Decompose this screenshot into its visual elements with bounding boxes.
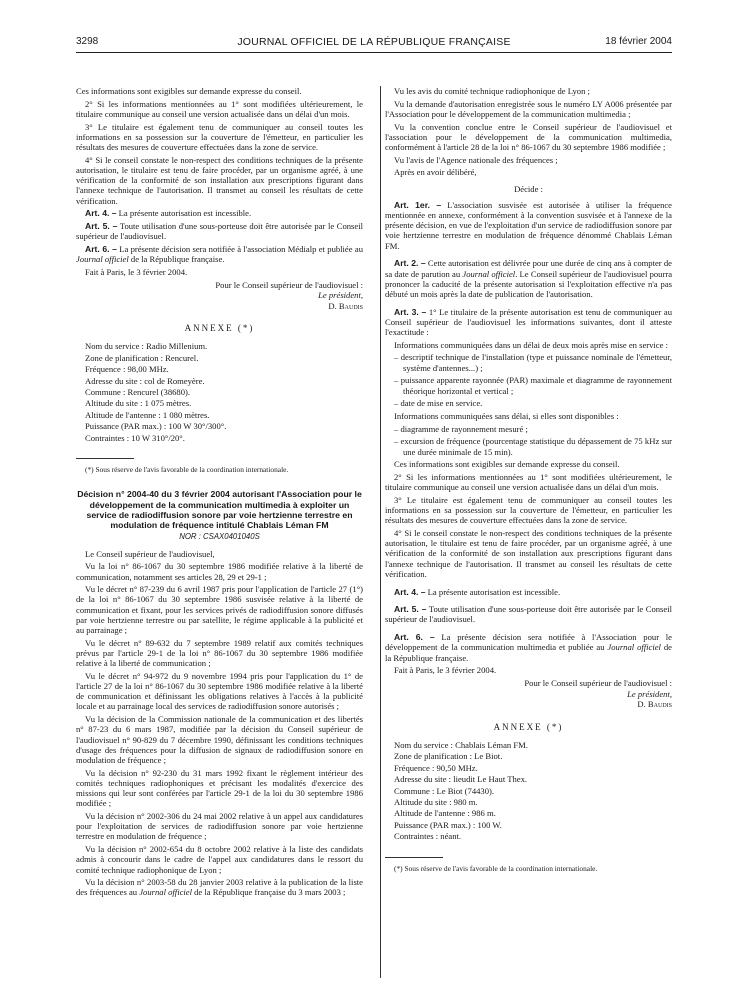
annexe-item: Commune : Le Biot (74430). <box>394 785 495 796</box>
visa: Vu la convention conclue entre le Conseil supérieur de l'audiovisuel et l'association pour le développement de la communication multimedia, conformément à l'article 28 de la loi n° 86-1067 du 30 septembre 1986 modifiée ; <box>385 121 672 153</box>
right-column <box>385 86 672 981</box>
article-1 <box>385 200 672 251</box>
visa: Après en avoir délibéré, <box>394 167 477 178</box>
header-rule <box>76 52 672 53</box>
signature-for: Pour le Conseil supérieur de l'audiovisuel : <box>524 678 672 689</box>
article-text: La présente décision sera notifiée à l'Association pour le développement de la communication multimedia et publiée au <box>385 632 672 653</box>
article-label: Art. 6. – <box>85 243 117 254</box>
annexe-list <box>394 740 672 843</box>
footnote: (*) Sous réserve de l'avis favorable de la coordination internationale. <box>394 863 598 873</box>
annexe-item: Altitude du site : 980 m. <box>394 796 478 807</box>
visa <box>76 877 363 897</box>
annexe-item: Nom du service : Chablais Léman FM. <box>394 739 528 750</box>
paragraph: Ces informations sont exigibles sur demande expresse du conseil. <box>76 86 302 96</box>
visa: Vu les avis du comité technique radiophonique de Lyon ; <box>394 86 590 96</box>
article-text: de la République française. <box>128 254 225 265</box>
signature-for: Pour le Conseil supérieur de l'audiovisuel : <box>215 279 363 290</box>
paragraph: Informations communiquées dans un délai de deux mois après mise en service : <box>394 339 668 350</box>
article-text: de la République française. <box>385 642 672 663</box>
article-text: . Le Conseil supérieur de l'audiovisuel pourra prononcer la caducité de la présente autorisation si l'exploitation effective n'a pas débuté un mois après la date de publication de l'autorisation. <box>385 268 672 299</box>
visa: Vu le décret n° 89-632 du 7 septembre 1989 relatif aux comités techniques prévus par l'article 29-1 de la loi n° 86-1067 du 30 septembre 1986 modifiée relative à la liberté de communication ; <box>76 637 363 669</box>
visa: Vu la loi n° 86-1067 du 30 septembre 1986 modifiée relative à la liberté de communication, notamment ses articles 28, 29 et 29-1 ; <box>76 561 363 582</box>
list-item: – diagramme de rayonnement mesuré ; <box>394 423 528 434</box>
annexe-item: Nom du service : Radio Millenium. <box>85 341 208 352</box>
article-text: Toute utilisation d'une sous-porteuse doit être autorisée par le Conseil supérieur de l'audiovisuel. <box>385 604 672 625</box>
annexe-item: Altitude de l'antenne : 986 m. <box>394 808 496 819</box>
journal-title: JOURNAL OFFICIEL DE LA RÉPUBLIQUE FRANÇAISE <box>237 36 511 48</box>
list-item: – descriptif technique de l'installation (type et puissance nominale de l'émetteur, système d'antennes...) ; <box>394 352 672 373</box>
article-2 <box>385 258 672 299</box>
annexe-item: Contraintes : 10 W 310°/20°. <box>85 432 185 443</box>
article-label: Art. 6. – <box>394 632 435 643</box>
signature-name: D. Baudis <box>328 300 363 311</box>
article-label: Art. 4. – <box>394 586 426 597</box>
annexe-item: Zone de planification : Le Biot. <box>394 751 503 762</box>
annexe-item: Zone de planification : Rencurel. <box>85 352 199 363</box>
signature-block <box>385 678 672 709</box>
annexe-item: Fréquence : 90,50 MHz. <box>394 762 478 773</box>
visa: Vu la demande d'autorisation enregistrée sous le numéro LY A006 présentée par l'Association pour le développement de la communication multimedia ; <box>385 98 672 119</box>
visa-text: de la République française du 3 mars 2003 ; <box>191 887 346 898</box>
journal-reference: Journal officiel <box>607 642 661 653</box>
visa-text: Vu la décision n° 2003-58 du 28 janvier 2003 relative à la publication de la liste des fréquences au <box>76 877 363 898</box>
page-number: 3298 <box>76 36 99 47</box>
annexe-item: Puissance (PAR max.) : 100 W 30°/300°. <box>85 421 227 432</box>
visa: Vu le décret n° 94-972 du 9 novembre 1994 pris pour l'application du 1° de l'article 27 de la loi n° 86-1067 du 30 septembre 1986 modifiée relative à la liberté de communication et définissant les obligations relatives à l'accès à la publicité locale et au parrainage local des services de radiodiffusion sonore autorisés ; <box>76 670 363 712</box>
annexe-item: Puissance (PAR max.) : 100 W. <box>394 819 502 830</box>
paragraph: 4° Si le conseil constate le non-respect des conditions techniques de la présente autorisation, le titulaire est tenu de faire procéder, par un organisme agréé, à une vérification de la conformité de son installation aux prescriptions figurant dans l'annexe technique de l'autorisation. Il transmet au conseil les résultats de cette vérification. <box>76 154 363 206</box>
paragraph: 4° Si le conseil constate le non-respect des conditions techniques de la présente autorisation, le titulaire est tenu de faire procéder, par un organisme agréé, à une vérification de la conformité de son installation aux prescriptions figurant dans l'annexe technique de l'autorisation. Il transmet au conseil les résultats de cette vérification. <box>385 528 672 579</box>
article-5 <box>385 604 672 624</box>
visa: Vu la décision n° 2002-654 du 8 octobre 2002 relative à la liste des candidats admis à concourir dans le cadre de l'appel aux candidatures dans le ressort du comité technique radiophonique de Lyon ; <box>76 844 363 875</box>
article-6 <box>385 632 672 663</box>
list-item: – excursion de fréquence (pourcentage statistique du dépassement de 75 kHz sur une durée minimale de 15 min). <box>394 436 672 457</box>
issue-date: 18 février 2004 <box>605 36 672 47</box>
article-4 <box>385 587 672 597</box>
article-label: Art. 1er. – <box>394 199 442 210</box>
article-5 <box>76 221 363 241</box>
fait-a-paris: Fait à Paris, le 3 février 2004. <box>394 665 497 676</box>
annexe-item: Altitude du site : 1 075 mètres. <box>85 398 192 409</box>
article-text: L'association susvisée est autorisée à utiliser la fréquence mentionnée en annexe, conformément à la convention susvisée et à l'annexe de la présente décision, en vue de l'exploitation d'un service de radiodiffusion sonore par voie hertzienne terrestre en modulation de fréquence dénommé Chablais Léman FM. <box>385 199 672 251</box>
visa: Vu le décret n° 87-239 du 6 avril 1987 pris pour l'application de l'article 27 (1°) de la loi n° 86-1067 du 30 septembre 1986 susvisée relative à la liberté de communication et fixant, pour les services privés de radiodiffusion sonore diffusés par voie hertzienne terrestre ou par satellite, le régime applicable à la publicité et au parrainage ; <box>76 584 363 636</box>
article-label: Art. 4. – <box>85 208 117 219</box>
annexe-item: Altitude de l'antenne : 1 080 mètres. <box>85 409 210 420</box>
visa: Vu l'avis de l'Agence nationale des fréquences ; <box>394 154 558 165</box>
annexe-item: Commune : Rencurel (38680). <box>85 387 191 397</box>
footnote-rule <box>385 857 443 858</box>
paragraph: 3° Le titulaire est également tenu de communiquer au conseil toutes les informations en sa possession sur la couverture de l'émetteur, en particulier les résultats des mesures de couverture effectuées dans la zone de service. <box>76 121 363 153</box>
paragraph: Informations communiquées sans délai, si elles sont disponibles : <box>394 410 619 421</box>
journal-reference: Journal officiel <box>462 268 516 279</box>
visa: Vu la décision n° 2002-306 du 24 mai 2002 relative à un appel aux candidatures pour l'exploitation de services de radiodiffusion sonore par voie hertzienne terrestre en modulation de fréquence ; <box>76 811 363 842</box>
article-text: La présente décision sera notifiée à l'association Médialp et publiée au <box>116 243 363 254</box>
paragraph: 3° Le titulaire est également tenu de communiquer au conseil toutes les informations en sa possession sur la couverture de l'émetteur, en particulier les résultats des mesures de couverture effectuées dans la zone de service. <box>385 494 672 526</box>
signature-block <box>76 280 363 311</box>
signature-role: Le président, <box>627 688 672 699</box>
annexe-item: Fréquence : 98,00 MHz. <box>85 364 169 375</box>
visa: Vu la décision de la Commission nationale de la communication et des libertés n° 87-23 du 6 mars 1987, modifiée par la décision du Conseil supérieur de l'audiovisuel n° 90-829 du 7 décembre 1990, définissant les conditions techniques d'usage des fréquences pour la diffusion de signaux de radiodiffusion sonore en modulation de fréquence ; <box>76 714 363 765</box>
journal-reference: Journal officiel <box>76 254 129 265</box>
annexe-list <box>85 341 363 444</box>
page-header <box>76 36 672 52</box>
column-divider <box>380 86 381 978</box>
signature-name: D. Baudis <box>637 699 672 710</box>
article-text: La présente autorisation est incessible. <box>425 586 561 597</box>
decide-heading: Décide : <box>514 183 543 194</box>
list-item: – date de mise en service. <box>394 398 483 409</box>
left-column <box>76 86 363 981</box>
footnote-rule <box>76 458 134 459</box>
article-6 <box>76 244 363 264</box>
journal-reference: Journal officiel <box>139 887 192 898</box>
visa: Vu la décision n° 92-230 du 31 mars 1992 fixant le règlement intérieur des comités techniques radiophoniques et précisant les modalités d'exercice des missions qui leur sont conférées par l'article 29-1 de la loi du 30 septembre 1986 modifiée ; <box>76 767 363 809</box>
annexe-item: Contraintes : néant. <box>394 831 462 842</box>
article-3 <box>385 307 672 338</box>
article-label: Art. 5. – <box>85 220 118 231</box>
signature-role: Le président, <box>318 290 363 301</box>
article-text: 1° Le titulaire de la présente autorisation est tenu de communiquer au Conseil supérieur de l'audiovisuel les informations suivantes, dont il atteste l'exactitude : <box>385 306 672 338</box>
footnote: (*) Sous réserve de l'avis favorable de la coordination internationale. <box>85 465 289 475</box>
article-label: Art. 5. – <box>394 604 427 615</box>
annexe-item: Adresse du site : lieudit Le Haut Thex. <box>394 774 528 785</box>
visa: Le Conseil supérieur de l'audiovisuel, <box>85 548 215 559</box>
article-text: Toute utilisation d'une sous-porteuse doit être autorisée par le Conseil supérieur de l'audiovisuel. <box>76 220 363 242</box>
fait-a-paris: Fait à Paris, le 3 février 2004. <box>85 266 188 277</box>
article-label: Art. 2. – <box>394 258 426 269</box>
decision-title: Décision n° 2004-40 du 3 février 2004 autorisant l'Association pour le développement de la communication multimedia à exploiter un service de radiodiffusion sonore par voie hertzienne terrestre en modulation de fréquence intitulé Chablais Léman FM <box>77 489 362 531</box>
article-text: La présente autorisation est incessible. <box>116 208 252 219</box>
list-item: – puissance apparente rayonnée (PAR) maximale et diagramme de rayonnement théorique horizontal et vertical ; <box>394 375 672 396</box>
article-label: Art. 3. – <box>394 306 427 317</box>
annexe-item: Adresse du site : col de Romeyère. <box>85 375 205 386</box>
article-4 <box>76 208 363 218</box>
paragraph: 2° Si les informations mentionnées au 1° sont modifiées ultérieurement, le titulaire communique au conseil une version actualisée dans un délai d'un mois. <box>76 98 363 119</box>
article-text: Cette autorisation est délivrée pour une durée de cinq ans à compter de sa date de parution au <box>385 258 672 279</box>
annexe-title: ANNEXE (*) <box>184 323 255 334</box>
nor-reference: NOR : CSAX0401040S <box>179 532 260 542</box>
paragraph: 2° Si les informations mentionnées au 1° sont modifiées ultérieurement, le titulaire communique au conseil une version actualisée dans un délai d'un mois. <box>385 472 672 493</box>
annexe-title: ANNEXE (*) <box>493 721 564 732</box>
paragraph: Ces informations sont exigibles sur demande expresse du conseil. <box>394 459 620 470</box>
